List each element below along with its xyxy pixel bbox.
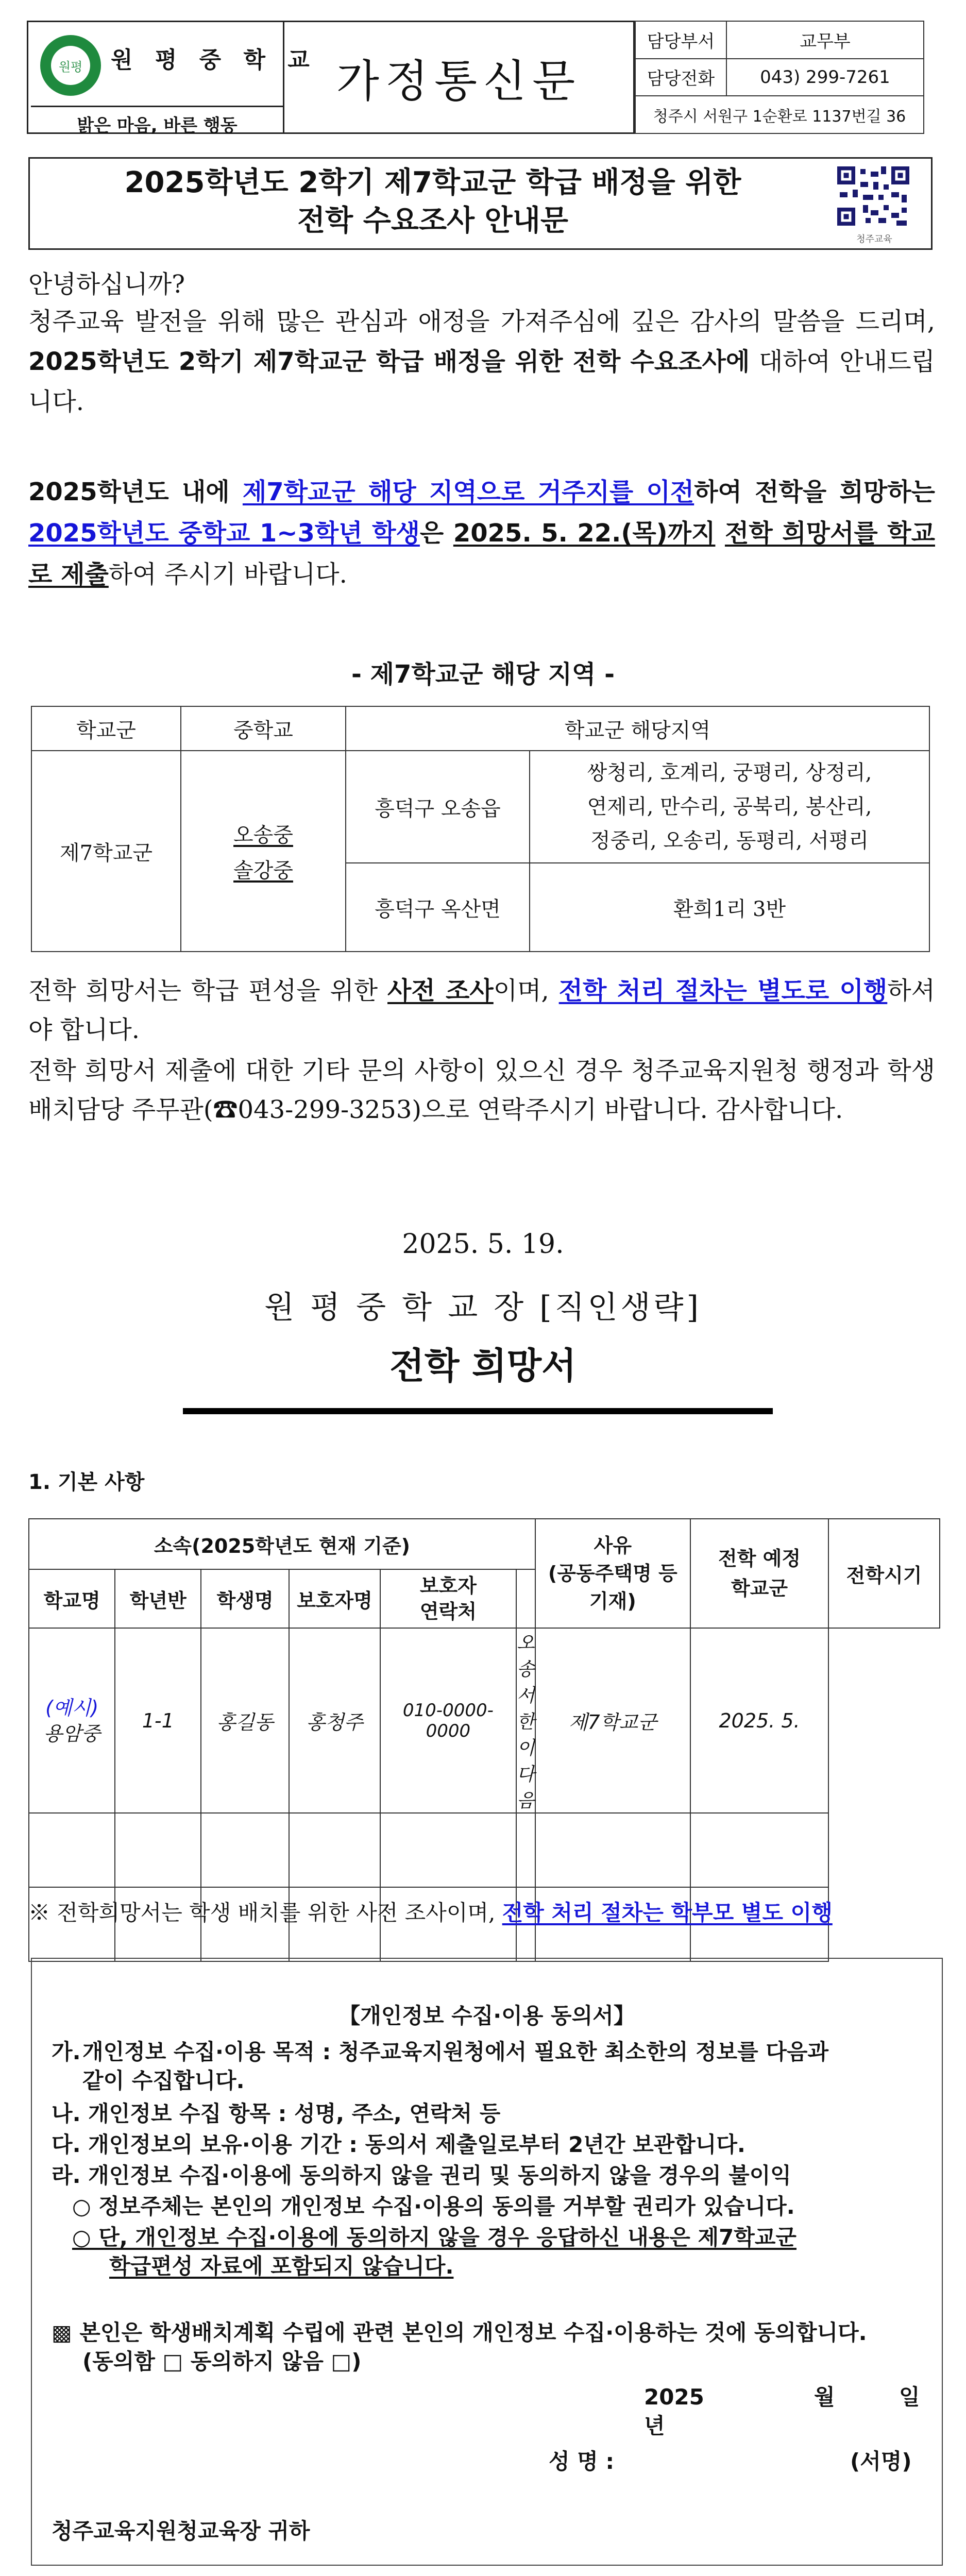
example-guardian: 홍청주 <box>289 1628 380 1813</box>
example-timing: 2025. 5. <box>690 1628 828 1813</box>
principal-signature: 원 평 중 학 교 장 [직인생략] <box>264 1290 702 1326</box>
villages-oksan: 환희1리 3반 <box>530 863 929 952</box>
area-osong: 흥덕구 오송읍 <box>346 751 530 863</box>
contact-header <box>380 1569 516 1628</box>
intro-text-2: 대하여 안내드립니다. <box>28 347 935 416</box>
contact-info-table <box>635 21 924 134</box>
blank-cell[interactable] <box>29 1813 115 1887</box>
consent-year: 2025년 <box>644 2384 704 2438</box>
p2-grade-highlight: 2025학년도 중학교 1~3학년 학생 <box>28 519 420 548</box>
inquiry-paragraph: 전학 희망서 제출에 대한 기타 문의 사항이 있으신 경우 청주교육지원청 행정과 학생배치담당 주무관(☎043-299-3253)으로 연락주시기 바랍니다. 감사합니다. <box>28 1056 935 1124</box>
section-basic-heading: 1. 기본 사항 <box>28 1470 145 1494</box>
blank-cell[interactable] <box>380 1813 516 1887</box>
village-line: 정중리, 오송리, 동평리, 서평리 <box>590 829 869 853</box>
region-group-cell: 제7학교군 <box>31 751 181 952</box>
notice-title-line1: 2025학년도 2학기 제7학교군 학급 배정을 위한 <box>124 166 741 199</box>
village-line: 연제리, 만수리, 공북리, 봉산리, <box>587 795 872 819</box>
region-table <box>31 706 930 952</box>
p3-procedure-highlight: 전학 처리 절차는 별도로 이행 <box>558 976 888 1005</box>
p2-area-highlight: 제7학교군 해당 지역으로 거주지를 이전 <box>242 478 694 506</box>
school-logo-inner <box>51 46 90 85</box>
guardian-header: 보호자명 <box>289 1569 380 1628</box>
p2-submit: 전학 희망서를 학교로 제출 <box>28 519 935 589</box>
example-tag: (예시) <box>45 1696 99 1719</box>
example-school: 용암중 <box>43 1722 100 1745</box>
blank-cell[interactable] <box>690 1813 828 1887</box>
school-motto: 밝은 마음, 바른 행동 <box>31 106 283 137</box>
target-header-l1: 전학 예정 <box>718 1547 801 1570</box>
notice-title <box>31 164 835 240</box>
qr-code-icon[interactable] <box>835 164 912 228</box>
contact-header-l2: 연락처 <box>419 1600 477 1623</box>
p3-a: 전학 희망서는 학급 편성을 위한 <box>28 976 388 1005</box>
form-note-highlight: 전학 처리 절차는 학부모 별도 이행 <box>502 1900 833 1925</box>
intro-text-1: 청주교육 발전을 위해 많은 관심과 애정을 가져주심에 깊은 감사의 말씀을 드리며, <box>28 307 935 336</box>
p3-c: 이며, <box>493 976 559 1005</box>
consent-agree-statement <box>52 2318 933 2376</box>
dept-label: 담당부서 <box>635 21 726 59</box>
p3-presurvey: 사전 조사 <box>387 976 494 1005</box>
affiliation-header: 소속(2025학년도 현재 기준) <box>29 1519 535 1569</box>
example-reason: 오송 서한이다음 <box>516 1628 535 1813</box>
grade-class-header: 학년반 <box>115 1569 201 1628</box>
document-title: 가정통신문 <box>284 21 635 134</box>
example-row <box>29 1628 940 1813</box>
timing-header: 전학시기 <box>828 1519 940 1628</box>
region-school-cell <box>181 751 346 952</box>
phone-label: 담당전화 <box>635 59 726 96</box>
blank-cell[interactable] <box>289 1813 380 1887</box>
p2-c: 하여 전학을 희망하는 <box>694 478 935 506</box>
student-header: 학생명 <box>201 1569 289 1628</box>
pre-survey-paragraph <box>28 971 935 1049</box>
consent-bullet-1: ○ 정보주체는 본인의 개인정보 수집·이용의 동의를 거부할 권리가 있습니다. <box>72 2194 795 2219</box>
consent-sign-suffix[interactable]: (서명) <box>850 2449 912 2474</box>
consent-ga-line1: 개인정보 수집·이용 목적 : 청주교육지원청에서 필요한 최소한의 정보를 다음과 <box>82 2039 829 2064</box>
blank-cell[interactable] <box>535 1813 690 1887</box>
consent-agree-line1: ▩ 본인은 학생배치계획 수립에 관련 본인의 개인정보 수집·이용하는 것에 동의합니다. <box>52 2320 867 2345</box>
consent-bullet-2-line1: ○ 단, 개인정보 수집·이용에 동의하지 않을 경우 응답하신 내용은 제7학교군 <box>72 2225 796 2250</box>
contact-header-l1: 보호자 <box>419 1574 477 1597</box>
blank-cell[interactable] <box>115 1813 201 1887</box>
example-target: 제7학교군 <box>535 1628 690 1813</box>
target-group-header <box>690 1519 828 1628</box>
p2-e: 은 <box>419 519 453 548</box>
region-header-school: 중학교 <box>181 706 346 751</box>
villages-osong <box>530 751 929 863</box>
consent-ga-line2: 같이 수집합니다. <box>82 2068 245 2093</box>
p2-deadline: 2025. 5. 22.(목)까지 <box>453 519 716 548</box>
reason-header <box>535 1519 690 1628</box>
region-heading: - 제7학교군 해당 지역 - <box>351 660 615 689</box>
example-student: 홍길동 <box>201 1628 289 1813</box>
reason-header-l1: 사유 <box>594 1534 632 1557</box>
intro-paragraph <box>28 301 935 422</box>
consent-addressee: 청주교육지원청교육장 귀하 <box>52 2518 310 2544</box>
consent-bullet-2-line2: 학급편성 자료에 포함되지 않습니다. <box>109 2253 454 2279</box>
p2-i: 하여 주시기 바랍니다. <box>108 560 347 589</box>
consent-ga-label: 가. <box>52 2039 81 2064</box>
form-note <box>28 1896 940 1927</box>
region-header-area: 학교군 해당지역 <box>346 706 929 751</box>
qr-label: 청주교육 <box>856 234 892 245</box>
p2-a: 2025학년도 내에 <box>28 478 243 506</box>
blank-cell[interactable] <box>201 1813 289 1887</box>
target-header-l2: 학교군 <box>731 1577 788 1600</box>
title-underline <box>183 1408 773 1414</box>
intro-bold: 2025학년도 2학기 제7학교군 학급 배정을 위한 전학 수요조사에 <box>28 347 750 376</box>
basic-info-table <box>28 1518 940 1962</box>
consent-sign-label: 성 명 : <box>549 2449 615 2474</box>
logo-text: 원평 <box>58 59 83 74</box>
p2-g <box>715 519 725 548</box>
reason-header-l2: (공동주택명 등 <box>548 1562 677 1585</box>
consent-bullet-2 <box>72 2223 927 2281</box>
table-row <box>29 1813 940 1887</box>
region-header-group: 학교군 <box>31 706 181 751</box>
example-grade-class: 1-1 <box>115 1628 201 1813</box>
consent-item-da: 다. 개인정보의 보유·이용 기간 : 동의서 제출일로부터 2년간 보관합니다. <box>52 2132 745 2157</box>
transfer-paragraph <box>28 471 935 595</box>
consent-month: 월 <box>814 2384 835 2410</box>
phone-value: 043) 299-7261 <box>726 59 924 96</box>
consent-title: 【개인정보 수집·이용 동의서】 <box>338 2003 635 2028</box>
notice-title-line2: 전학 수요조사 안내문 <box>297 204 568 238</box>
notice-date: 2025. 5. 19. <box>402 1229 564 1260</box>
example-school-cell <box>29 1628 115 1813</box>
blank-cell[interactable] <box>516 1813 535 1887</box>
consent-day: 일 <box>899 2384 920 2410</box>
consent-item-na: 나. 개인정보 수집 항목 : 성명, 주소, 연락처 등 <box>52 2101 501 2126</box>
area-oksan: 흥덕구 옥산면 <box>346 863 530 952</box>
example-contact: 010-0000-0000 <box>380 1628 516 1813</box>
consent-item-ga <box>52 2038 927 2095</box>
p3-e: 하셔야 합니다. <box>28 976 935 1044</box>
form-note-text: ※ 전학희망서는 학생 배치를 위한 사전 조사이며, <box>28 1900 502 1925</box>
school-header: 학교명 <box>29 1569 115 1628</box>
village-line: 쌍청리, 호계리, 궁평리, 상정리, <box>587 761 872 785</box>
school-solgang: 솔강중 <box>233 859 293 883</box>
wish-form-title: 전학 희망서 <box>389 1345 577 1387</box>
greeting: 안녕하십니까? <box>28 270 185 299</box>
dept-value: 교무부 <box>726 21 924 59</box>
reason-header-l3: 기재) <box>589 1590 636 1613</box>
school-osong: 오송중 <box>233 823 293 847</box>
school-address: 청주시 서원구 1순환로 1137번길 36 <box>635 96 924 133</box>
consent-item-ra: 라. 개인정보 수집·이용에 동의하지 않을 권리 및 동의하지 않을 경우의 불이익 <box>52 2163 791 2188</box>
school-name: 원 평 중 학 교 <box>111 47 317 73</box>
consent-agree-checkboxes[interactable]: (동의함 □ 동의하지 않음 □) <box>82 2349 362 2374</box>
